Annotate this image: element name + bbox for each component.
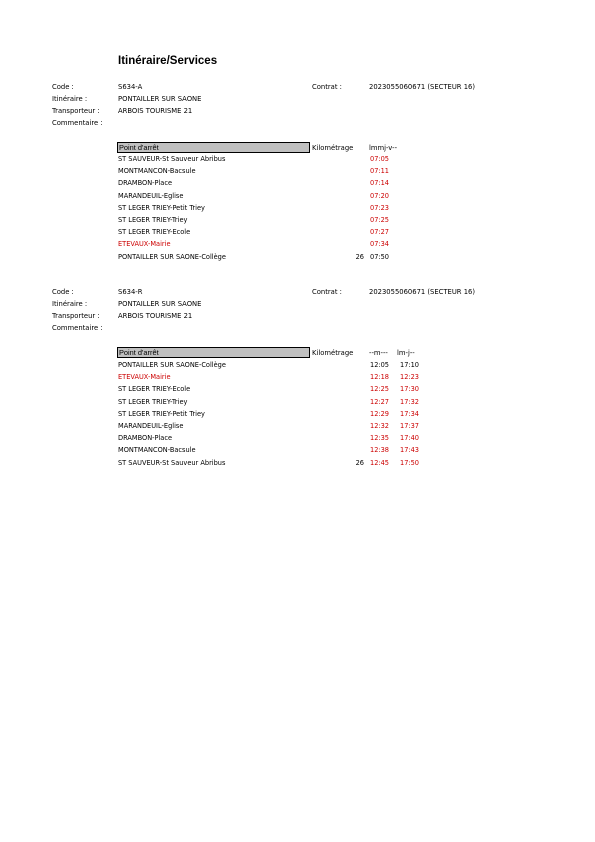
stop-name: ST SAUVEUR-St Sauveur Abribus — [118, 458, 226, 467]
table-row — [118, 420, 438, 432]
time-value: 12:18 — [370, 373, 390, 382]
table-row — [118, 202, 438, 214]
commentaire-label: Commentaire : — [52, 324, 103, 332]
stop-name: ST SAUVEUR-St Sauveur Abribus — [118, 155, 226, 163]
table-row — [118, 226, 438, 238]
stop-name: DRAMBON-Place — [118, 434, 173, 443]
transporteur-value: ARBOIS TOURISME 21 — [118, 312, 193, 320]
time-value: 17:37 — [400, 422, 420, 430]
table-row — [118, 165, 438, 177]
stop-name: PONTAILLER SUR SAONE-Collège — [118, 252, 226, 261]
time-value: 12:38 — [370, 446, 390, 455]
transporteur-label: Transporteur : — [52, 312, 100, 320]
table-row — [118, 177, 438, 189]
kilometrage-header: Kilométrage — [312, 144, 354, 152]
stop-name: MARANDEUIL-Eglise — [118, 191, 184, 200]
time-value: 12:32 — [370, 422, 390, 430]
table-row — [118, 444, 438, 456]
table-row — [118, 153, 438, 165]
stop-name: ETEVAUX-Mairie — [118, 240, 171, 249]
itineraire-label: Itinéraire : — [52, 300, 88, 308]
stop-name: ETEVAUX-Mairie — [118, 373, 171, 382]
stop-name: ST LEGER TRIEY-Petit Triey — [118, 409, 205, 418]
kilometrage-value: 26 — [355, 252, 364, 261]
contrat-label: Contrat : — [312, 83, 342, 91]
transporteur-label: Transporteur : — [52, 107, 100, 115]
time-value: 07:11 — [370, 167, 390, 176]
code-label: Code : — [52, 83, 74, 91]
stop-name: ST LEGER TRIEY-Triey — [118, 397, 188, 406]
stop-name: DRAMBON-Place — [118, 179, 173, 188]
stop-name: MONTMANCON-Bacsule — [118, 167, 196, 176]
time-header-1: --m--- — [369, 349, 388, 357]
time-value: 12:05 — [370, 361, 390, 369]
kilometrage-value: 26 — [355, 458, 364, 467]
time-value: 07:25 — [370, 216, 390, 224]
itineraire-value: PONTAILLER SUR SAONE — [118, 95, 202, 103]
table-row — [118, 396, 438, 408]
contrat-label: Contrat : — [312, 288, 342, 296]
transporteur-value: ARBOIS TOURISME 21 — [118, 107, 193, 115]
table-row — [118, 383, 438, 395]
point-arret-header: Point d'arrêt — [117, 142, 310, 153]
table-row — [118, 371, 438, 383]
itineraire-label: Itinéraire : — [52, 95, 88, 103]
time-value: 17:30 — [400, 385, 420, 394]
time-value: 17:10 — [400, 361, 420, 369]
time-header-2: lm-j-- — [397, 349, 415, 357]
time-value: 12:23 — [400, 373, 420, 382]
commentaire-label: Commentaire : — [52, 119, 103, 127]
stop-name: ST LEGER TRIEY-Ecole — [118, 228, 191, 237]
time-header: lmmj-v-- — [369, 144, 398, 152]
kilometrage-header: Kilométrage — [312, 349, 354, 357]
time-value: 12:45 — [370, 458, 390, 467]
stop-name: MONTMANCON-Bacsule — [118, 446, 196, 455]
table-row — [118, 251, 438, 263]
time-value: 17:34 — [400, 409, 420, 418]
table-row — [118, 457, 438, 469]
time-value: 07:27 — [370, 228, 390, 237]
code-label: Code : — [52, 288, 74, 296]
table-row — [118, 359, 438, 371]
time-value: 07:34 — [370, 240, 390, 249]
time-value: 12:25 — [370, 385, 390, 394]
contrat-value: 2023055060671 (SECTEUR 16) — [369, 83, 475, 91]
itineraire-value: PONTAILLER SUR SAONE — [118, 300, 202, 308]
time-value: 07:20 — [370, 191, 390, 200]
time-value: 07:05 — [370, 155, 390, 163]
table-row — [118, 214, 438, 226]
stop-name: ST LEGER TRIEY-Ecole — [118, 385, 191, 394]
time-value: 17:50 — [400, 458, 420, 467]
table-row — [118, 408, 438, 420]
time-value: 12:27 — [370, 397, 390, 406]
table-row — [118, 432, 438, 444]
time-value: 07:23 — [370, 203, 390, 212]
stop-name: ST LEGER TRIEY-Petit Triey — [118, 203, 205, 212]
time-value: 07:14 — [370, 179, 390, 188]
time-value: 12:35 — [370, 434, 390, 443]
time-value: 07:50 — [370, 252, 390, 261]
time-value: 12:29 — [370, 409, 390, 418]
table-row — [118, 190, 438, 202]
time-value: 17:32 — [400, 397, 420, 406]
point-arret-header: Point d'arrêt — [117, 347, 310, 358]
time-value: 17:40 — [400, 434, 420, 443]
time-value: 17:43 — [400, 446, 420, 455]
code-value: S634-A — [118, 83, 143, 91]
stop-name: ST LEGER TRIEY-Triey — [118, 216, 188, 224]
contrat-value: 2023055060671 (SECTEUR 16) — [369, 288, 475, 296]
stop-name: MARANDEUIL-Eglise — [118, 422, 184, 430]
stop-name: PONTAILLER SUR SAONE-Collège — [118, 361, 226, 369]
table-row — [118, 238, 438, 250]
page-title: Itinéraire/Services — [118, 55, 218, 67]
code-value: S634-R — [118, 288, 143, 296]
